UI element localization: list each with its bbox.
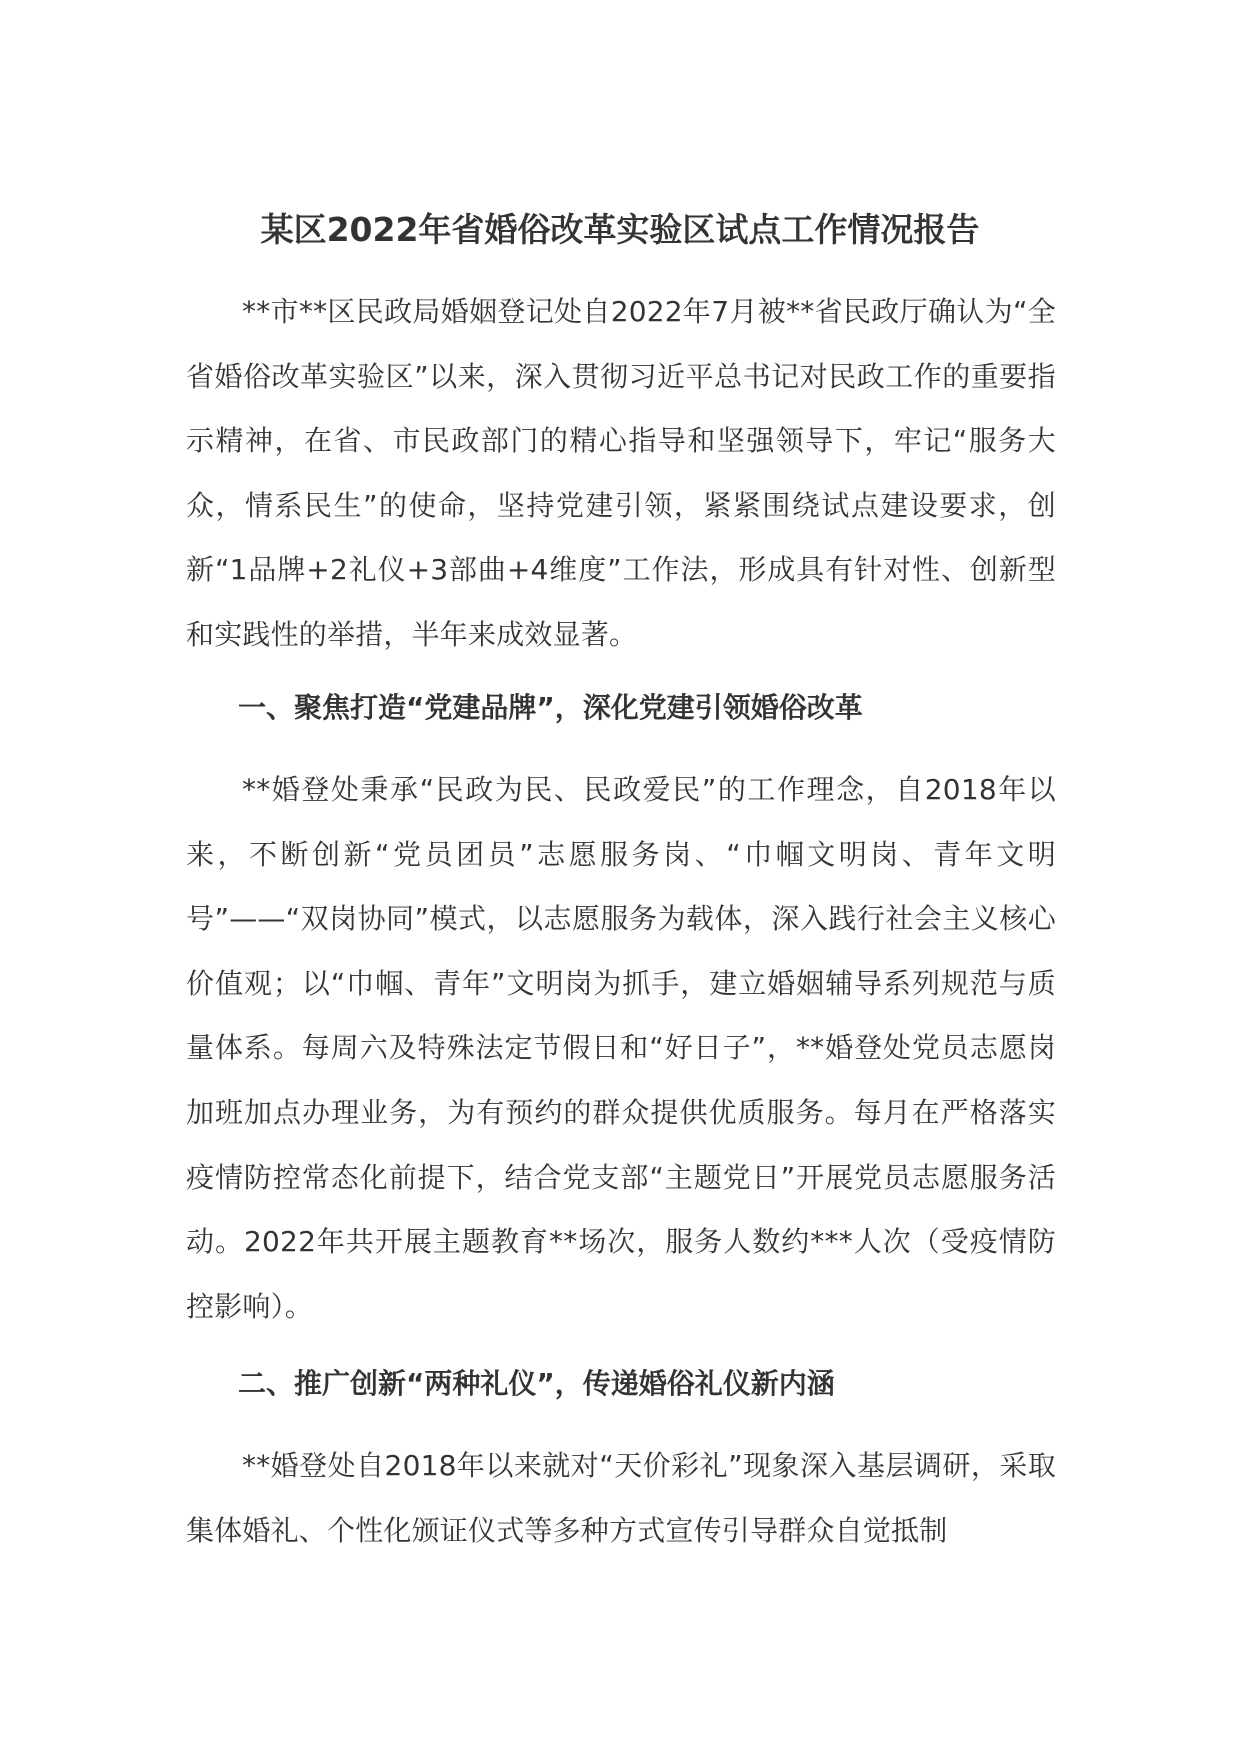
intro-paragraph: **市**区民政局婚姻登记处自2022年7月被**省民政厅确认为“全省婚俗改革实验区”以来，深入贯彻习近平总书记对民政工作的重要指示精神，在省、市民政部门的精心指导和坚强领导下，牢记“服务大众，情系民生”的使命，坚持党建引领，紧紧围绕试点建设要求，创新“1品牌+2礼仪+3部曲+4维度”工作法，形成具有针对性、创新型和实践性的举措，半年来成效显著。 xyxy=(186,295,1056,651)
section-heading-2: 二、推广创新“两种礼仪”，传递婚俗礼仪新内涵 xyxy=(238,1367,835,1400)
document-title: 某区2022年省婚俗改革实验区试点工作情况报告 xyxy=(260,210,980,249)
section-heading-1: 一、聚焦打造“党建品牌”，深化党建引领婚俗改革 xyxy=(238,691,863,724)
section-1-paragraph: **婚登处秉承“民政为民、民政爱民”的工作理念，自2018年以来，不断创新“党员团员”志愿服务岗、“巾帼文明岗、青年文明号”——“双岗协同”模式，以志愿服务为载体，深入践行社会主义核心价值观；以“巾帼、青年”文明岗为抓手，建立婚姻辅导系列规范与质量体系。每周六及特殊法定节假日和“好日子”，**婚登处党员志愿岗加班加点办理业务，为有预约的群众提供优质服务。每月在严格落实疫情防控常态化前提下，结合党支部“主题党日”开展党员志愿服务活动。2022年共开展主题教育**场次，服务人数约***人次（受疫情防控影响）。 xyxy=(186,773,1056,1323)
section-2-paragraph: **婚登处自2018年以来就对“天价彩礼”现象深入基层调研，采取集体婚礼、个性化颁证仪式等多种方式宣传引导群众自觉抵制 xyxy=(186,1449,1056,1547)
